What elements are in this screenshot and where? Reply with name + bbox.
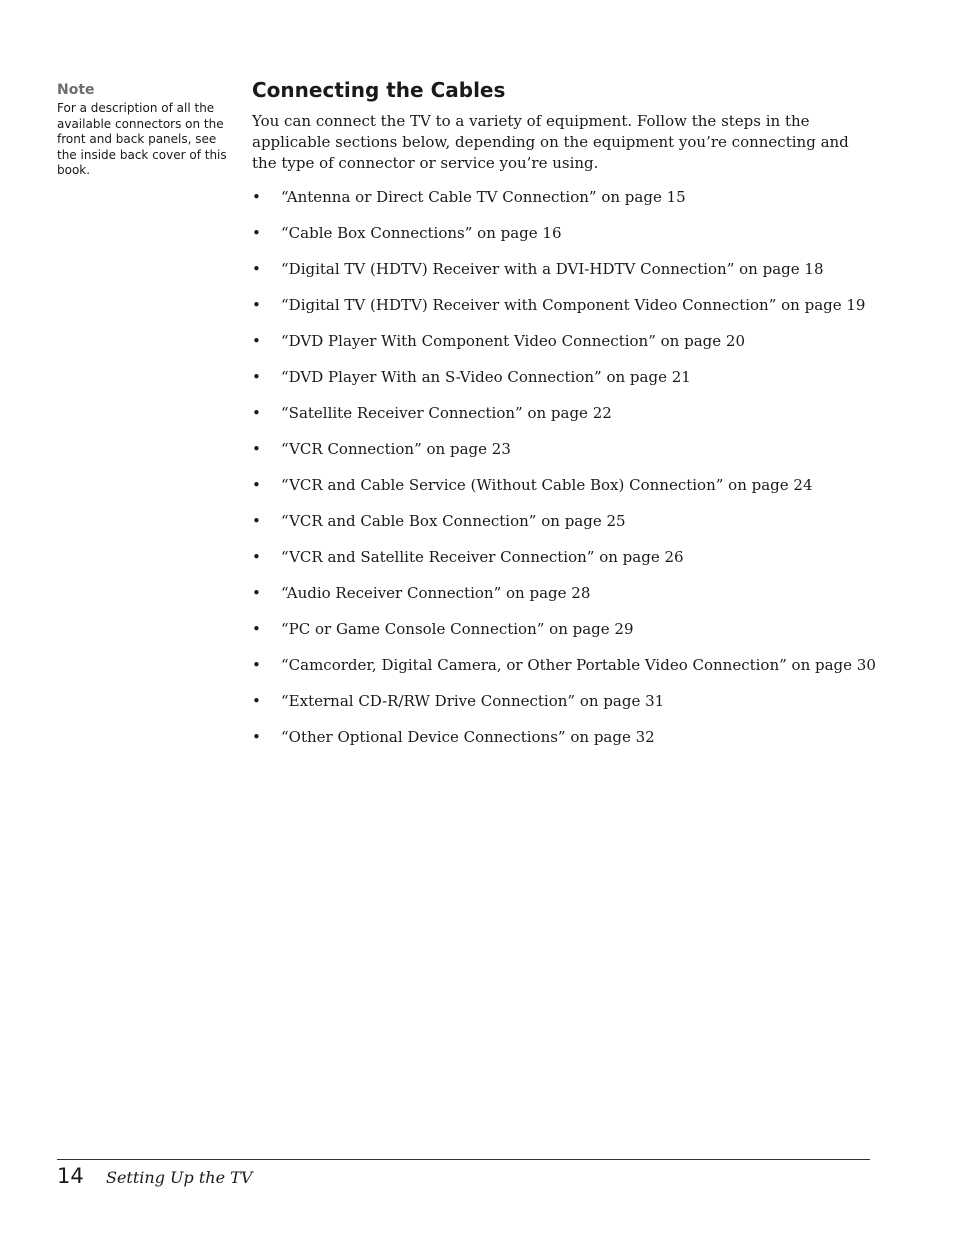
bullet-icon: • xyxy=(252,476,261,494)
list-item[interactable] xyxy=(252,583,877,619)
bullet-icon: • xyxy=(252,656,261,674)
main-content xyxy=(252,76,877,763)
link-text[interactable]: “Camcorder, Digital Camera, or Other Portable Video Connection” on page 30 xyxy=(281,656,876,674)
intro-paragraph: You can connect the TV to a variety of equipment. Follow the steps in the applicable sections below, depending on the equipment you’re connecting and the type of connector or service you’re using. xyxy=(252,112,849,172)
list-item[interactable] xyxy=(252,295,877,331)
list-item[interactable] xyxy=(252,331,877,367)
link-text[interactable]: “Other Optional Device Connections” on page 32 xyxy=(281,728,655,746)
footer-divider xyxy=(57,1159,870,1160)
list-item[interactable] xyxy=(252,403,877,439)
list-item[interactable] xyxy=(252,475,877,511)
bullet-icon: • xyxy=(252,584,261,602)
bullet-icon: • xyxy=(252,620,261,638)
link-text[interactable]: “VCR and Cable Service (Without Cable Box) Connection” on page 24 xyxy=(281,476,813,494)
link-text[interactable]: “External CD-R/RW Drive Connection” on page 31 xyxy=(281,692,665,710)
link-text[interactable]: “Digital TV (HDTV) Receiver with a DVI-HDTV Connection” on page 18 xyxy=(281,260,824,278)
link-text[interactable]: “Antenna or Direct Cable TV Connection” on page 15 xyxy=(281,188,686,206)
bullet-icon: • xyxy=(252,224,261,242)
running-footer-title: Setting Up the TV xyxy=(106,1168,253,1187)
bullet-icon: • xyxy=(252,260,261,278)
list-item[interactable] xyxy=(252,655,877,691)
list-item[interactable] xyxy=(252,691,877,727)
bullet-icon: • xyxy=(252,440,261,458)
link-text[interactable]: “Satellite Receiver Connection” on page 22 xyxy=(281,404,612,422)
bullet-icon: • xyxy=(252,368,261,386)
bullet-icon: • xyxy=(252,296,261,314)
bullet-icon: • xyxy=(252,692,261,710)
list-item[interactable] xyxy=(252,223,877,259)
list-item[interactable] xyxy=(252,727,877,763)
bullet-icon: • xyxy=(252,512,261,530)
list-item[interactable] xyxy=(252,439,877,475)
bullet-icon: • xyxy=(252,404,261,422)
link-text[interactable]: “DVD Player With an S-Video Connection” on page 21 xyxy=(281,368,691,386)
link-text[interactable]: “PC or Game Console Connection” on page 29 xyxy=(281,620,634,638)
page-heading: Connecting the Cables xyxy=(252,78,506,102)
note-label: Note xyxy=(57,82,95,98)
link-text[interactable]: “VCR and Satellite Receiver Connection” on page 26 xyxy=(281,548,684,566)
bullet-icon: • xyxy=(252,332,261,350)
page-number: 14 xyxy=(57,1164,84,1188)
list-item[interactable] xyxy=(252,259,877,295)
connection-list xyxy=(252,187,877,763)
list-item[interactable] xyxy=(252,511,877,547)
link-text[interactable]: “Cable Box Connections” on page 16 xyxy=(281,224,562,242)
link-text[interactable]: “VCR Connection” on page 23 xyxy=(281,440,511,458)
bullet-icon: • xyxy=(252,188,261,206)
link-text[interactable]: “Audio Receiver Connection” on page 28 xyxy=(281,584,591,602)
link-text[interactable]: “VCR and Cable Box Connection” on page 25 xyxy=(281,512,626,530)
note-text: For a description of all the available connectors on the front and back panels, see the inside back cover of this book. xyxy=(57,101,227,177)
list-item[interactable] xyxy=(252,187,877,223)
sidebar-note xyxy=(57,82,227,179)
list-item[interactable] xyxy=(252,547,877,583)
link-text[interactable]: “DVD Player With Component Video Connection” on page 20 xyxy=(281,332,745,350)
bullet-icon: • xyxy=(252,548,261,566)
list-item[interactable] xyxy=(252,367,877,403)
list-item[interactable] xyxy=(252,619,877,655)
link-text[interactable]: “Digital TV (HDTV) Receiver with Component Video Connection” on page 19 xyxy=(281,296,866,314)
bullet-icon: • xyxy=(252,728,261,746)
